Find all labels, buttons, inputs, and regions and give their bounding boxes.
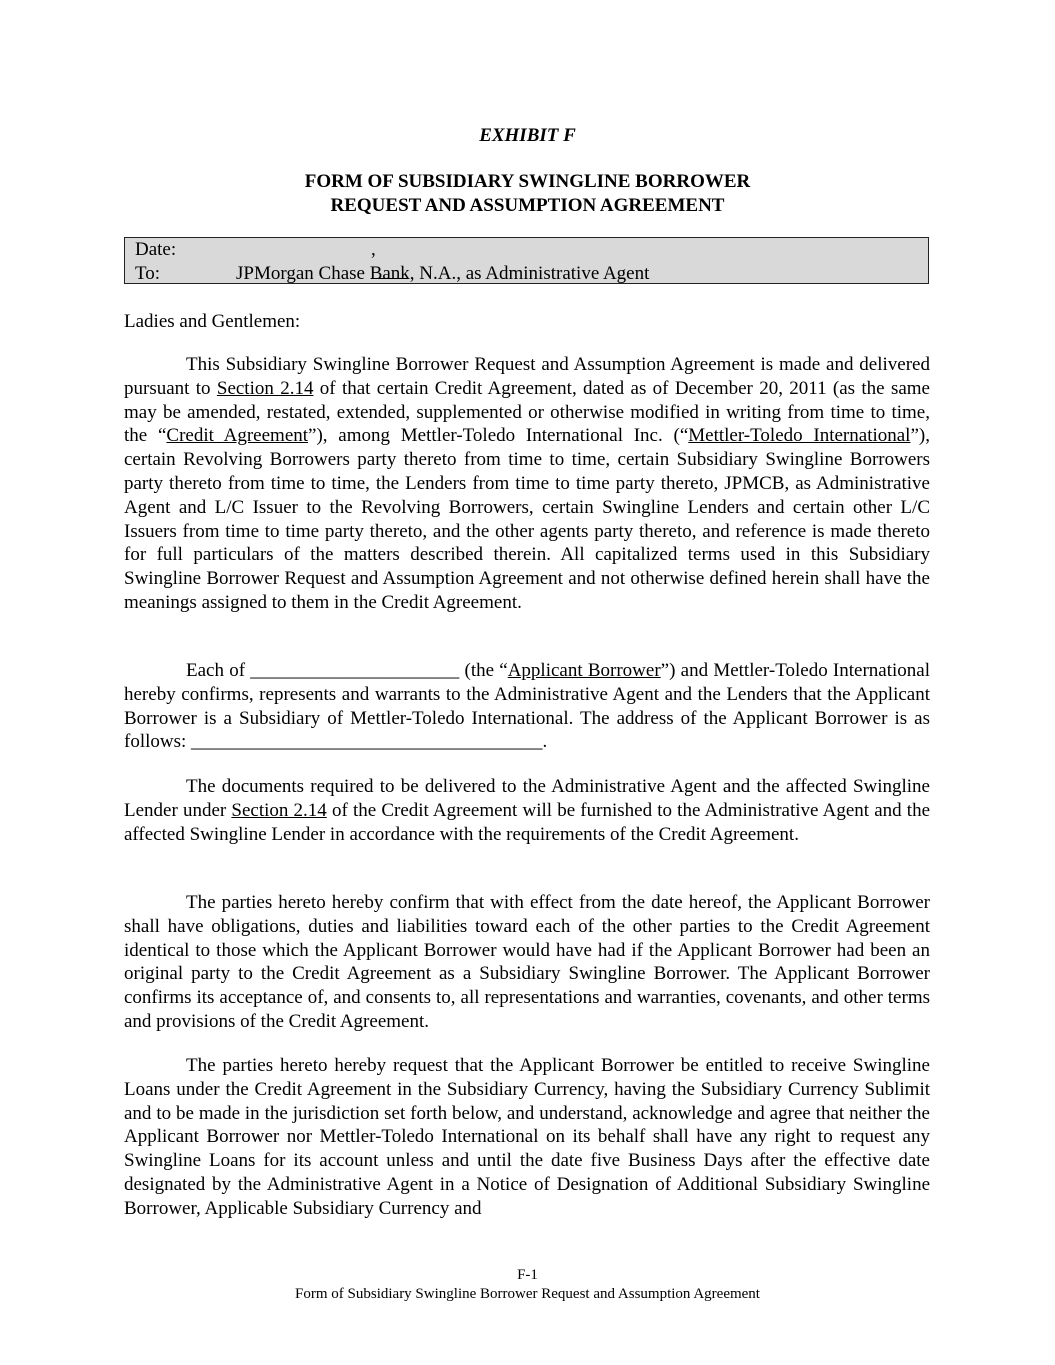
paragraph-1 [124, 353, 930, 615]
paragraph-5: The parties hereto hereby request that the Applicant Borrower be entitled to receive Swingline Loans under the Credit Agreement in the Subsidiary Currency, having the Subsidiary Currency Sublimit and to be made in the jurisdiction set forth below, and understand, acknowledge and agree that neither the Applicant Borrower nor Mettler-Toledo International on its behalf shall have any right to request any Swingline Loans for its account unless and until the date five Business Days after the effective date designated by the Administrative Agent in a Notice of Designation of Additional Subsidiary Swingline Borrower, Applicable Subsidiary Currency and [124, 1055, 930, 1219]
p1-text-g: ”), certain Revolving Borrowers party thereto from time to time, certain Subsidiary Swingline Borrowers party thereto from time to time, the Lenders from time to time party thereto, JPMCB, as Administrative Agent and L/C Issuer to the Revolving Borrowers, certain Swingline Lenders and certain other L/C Issuers from time to time party thereto, and the other agents party thereto, and reference is made thereto for full particulars of the matters described therein. All capitalized terms used in this Subsidiary Swingline Borrower Request and Assumption Agreement and not otherwise defined herein shall have the meanings assigned to them in the Credit Agreement. [124, 425, 930, 613]
p2-text-a: Each of ______________________ (the “ [186, 660, 508, 681]
p1-text-c: of that certain Credit Agreement, dated as of December 20, 2011 (as the same may be amended, restated, extended, supplemented or otherwise modified in writing from time to time, the “ [124, 377, 930, 447]
form-title [0, 170, 1055, 218]
to-row [135, 262, 649, 286]
form-title-line-1: FORM OF SUBSIDIARY SWINGLINE BORROWER [304, 171, 751, 192]
exhibit-heading: EXHIBIT F [479, 125, 576, 146]
section-2-14-reference: Section 2.14 [216, 377, 314, 399]
section-2-14-reference-2: Section 2.14 [231, 799, 327, 821]
salutation: Ladies and Gentlemen: [124, 311, 301, 332]
credit-agreement-term: Credit Agreement [166, 425, 309, 447]
p2-text-c: ”) and Mettler-Toledo International hereby confirms, represents and warrants to the Administrative Agent and the Lenders that the Applicant Borrower is a Subsidiary of Mettler-Toledo International. The address of the Applicant Borrower is as follows: _____________________________________. [124, 660, 930, 753]
to-label: To: [135, 263, 161, 284]
form-title-line-2: REQUEST AND ASSUMPTION AGREEMENT [330, 195, 725, 216]
p3-text-c: of the Credit Agreement will be furnished to the Administrative Agent and the affected Swingline Lender in accordance with the requirements of the Credit Agreement. [124, 799, 930, 845]
applicant-borrower-term: Applicant Borrower [507, 660, 661, 681]
date-separator: , [371, 239, 376, 260]
paragraph-3 [124, 775, 930, 846]
address-box [124, 237, 929, 284]
p1-text-a: This Subsidiary Swingline Borrower Request and Assumption Agreement is made and delivered pursuant to [124, 354, 930, 399]
footer-caption: Form of Subsidiary Swingline Borrower Request and Assumption Agreement [295, 1286, 760, 1302]
p3-text-a: The documents required to be delivered to the Administrative Agent and the affected Swingline Lender under [124, 776, 930, 821]
paragraph-4: The parties hereto hereby confirm that with effect from the date hereof, the Applicant Borrower shall have obligations, duties and liabilities toward each of the other parties to the Credit Agreement identical to those which the Applicant Borrower would have had if the Applicant Borrower had been an original party to the Credit Agreement as a Subsidiary Swingline Borrower. The Applicant Borrower confirms its acceptance of, and consents to, all representations and warranties, covenants, and other terms and provisions of the Credit Agreement. [124, 892, 930, 1032]
to-value: JPMorgan Chase Bank, N.A., as Administrative Agent [236, 263, 650, 284]
page-number: F-1 [517, 1267, 538, 1283]
mettler-toledo-international-term: Mettler-Toledo International [688, 425, 911, 447]
date-label: Date: [135, 239, 177, 260]
p1-text-e: ”), among Mettler-Toledo International Inc. (“ [308, 425, 689, 447]
paragraph-2 [124, 659, 930, 754]
date-row [135, 238, 376, 262]
